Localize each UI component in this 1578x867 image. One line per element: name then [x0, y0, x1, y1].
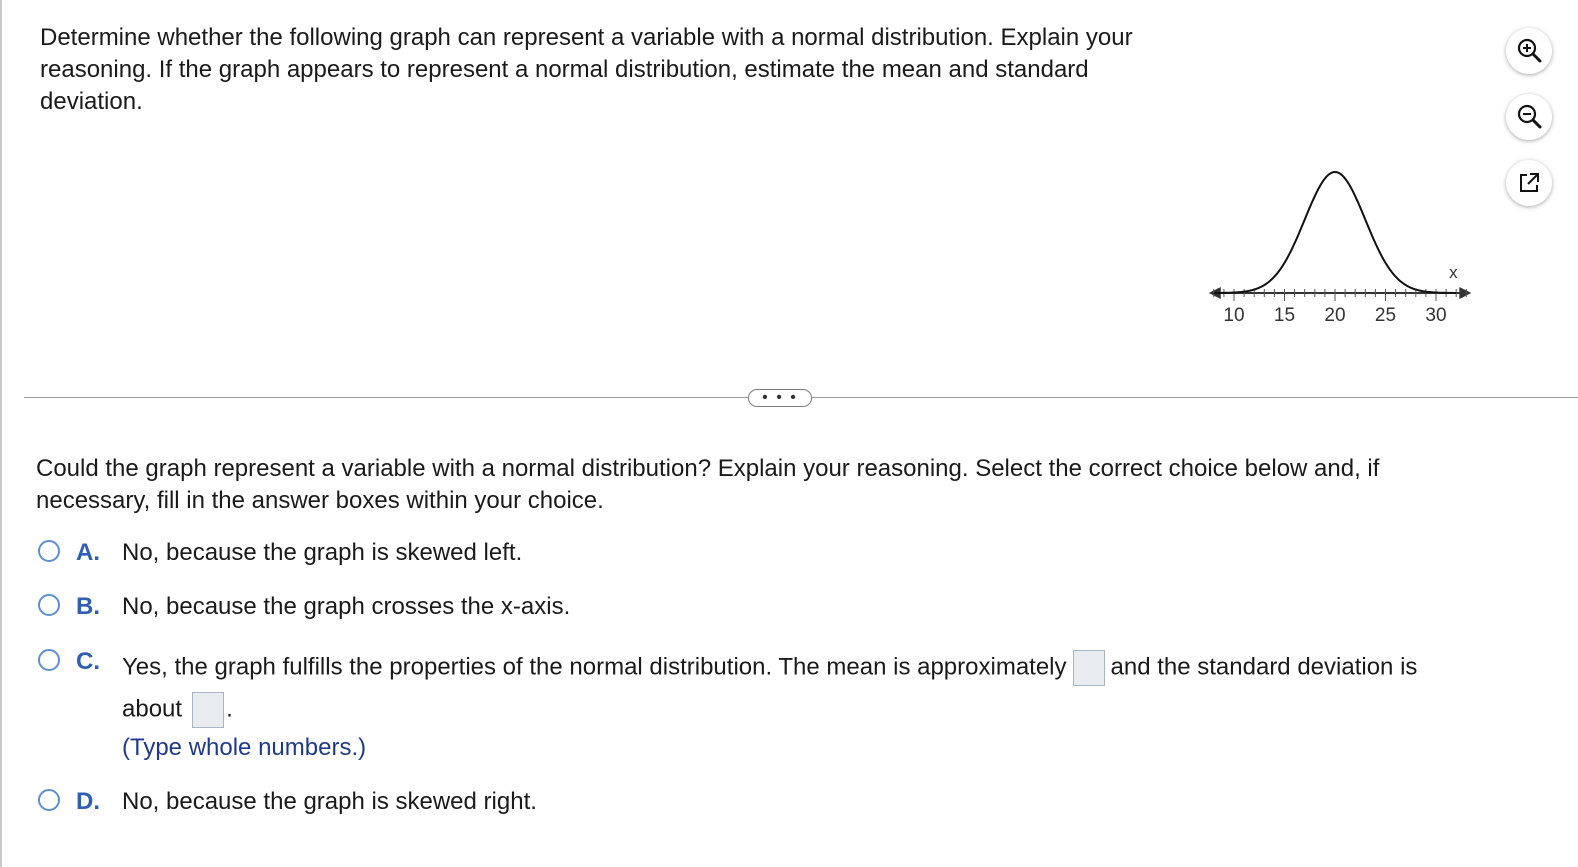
radio-a[interactable] [38, 540, 60, 562]
choice-c-text-part4: . [226, 695, 233, 723]
popout-button[interactable] [1506, 160, 1552, 206]
zoom-out-button[interactable] [1506, 94, 1552, 140]
choice-c-hint: (Type whole numbers.) [122, 734, 367, 761]
radio-d[interactable] [38, 789, 60, 811]
zoom-in-button[interactable] [1506, 28, 1552, 74]
x-tick-label: 30 [1425, 305, 1447, 326]
prompt-text: Could the graph represent a variable with a normal distribution? Explain your reasoning. Select the correct choice below and, if necessary, fill in the answer boxes within your choice. [36, 455, 1380, 514]
x-axis-label: x [1449, 263, 1458, 282]
choice-a-letter: A. [76, 539, 100, 566]
choice-c-line2 [122, 692, 233, 728]
choice-c-text-part3: about [122, 695, 183, 723]
chart-svg [1188, 160, 1508, 340]
choice-b-text: No, because the graph crosses the x-axis. [122, 593, 571, 620]
choice-c-letter: C. [76, 648, 100, 675]
sd-answer-box[interactable] [192, 692, 224, 728]
question-text: Determine whether the following graph can represent a variable with a normal distribution. Explain your reasoning. If the graph appears to represent a normal distribution, estimate the mean and standard deviation. [40, 24, 1133, 115]
radio-c[interactable] [38, 649, 60, 671]
normal-curve-graph [1188, 160, 1508, 340]
choice-c-line1 [122, 650, 1417, 686]
choice-b-letter: B. [76, 593, 100, 620]
left-edge-border [0, 0, 2, 867]
choice-c-text-part1: Yes, the graph fulfills the properties of the normal distribution. The mean is approximately [122, 653, 1067, 681]
choice-c-text-part2: and the standard deviation is [1110, 653, 1418, 681]
x-tick-label: 10 [1223, 305, 1245, 326]
choice-a-text: No, because the graph is skewed left. [122, 539, 523, 566]
x-tick-label: 20 [1324, 305, 1346, 326]
choice-d-text: No, because the graph is skewed right. [122, 788, 537, 815]
x-axis-right-arrow [1459, 287, 1471, 299]
normal-curve [1214, 172, 1456, 293]
zoom-in-icon [1514, 36, 1544, 66]
popout-icon [1516, 170, 1542, 196]
x-tick-label: 25 [1374, 305, 1397, 326]
more-options-button[interactable]: • • • [748, 389, 812, 407]
choice-d-letter: D. [76, 788, 100, 815]
zoom-out-icon [1514, 102, 1544, 132]
radio-b[interactable] [38, 594, 60, 616]
x-tick-label: 15 [1273, 305, 1296, 326]
mean-answer-box[interactable] [1073, 650, 1105, 686]
